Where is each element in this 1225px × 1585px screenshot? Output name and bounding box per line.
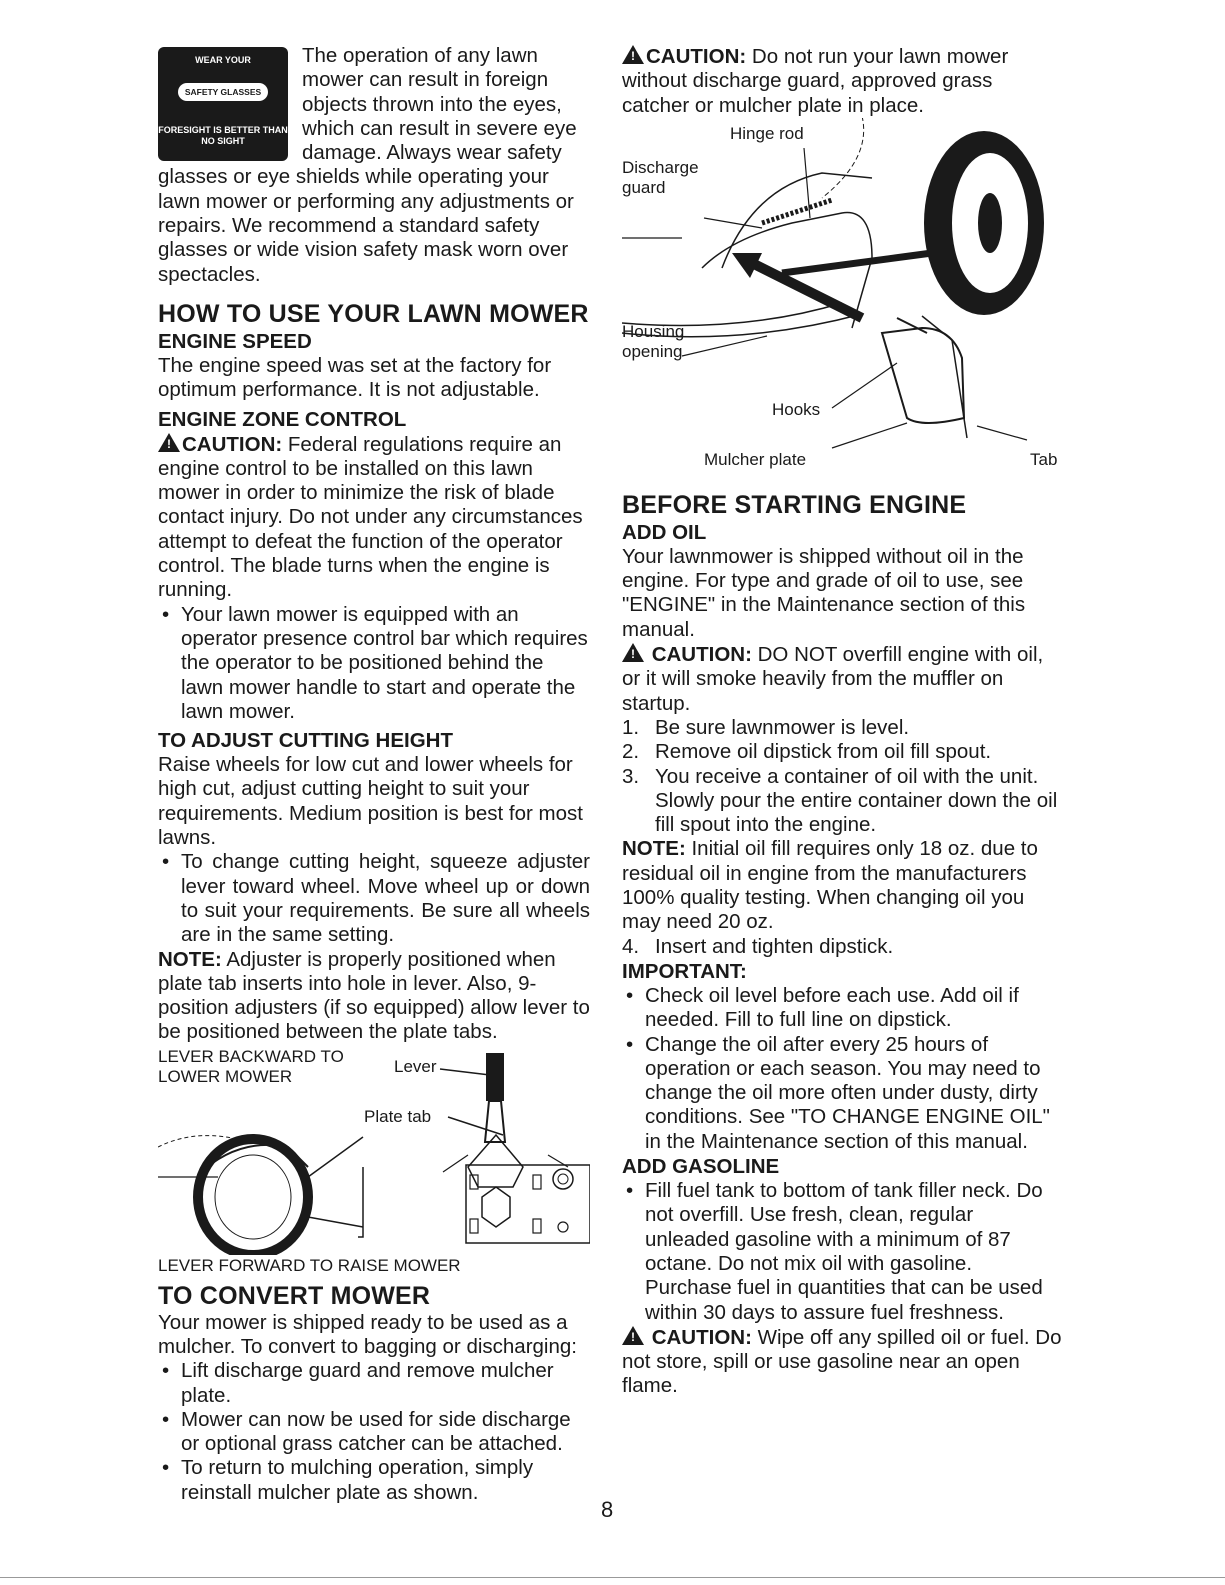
oil-step-1 <box>622 716 1062 740</box>
step-number: 3. <box>622 764 640 788</box>
caution-text: DO NOT overfill engine with oil, or it will smoke heavily from the muffler on startup. <box>622 643 1044 715</box>
hooks-label: Hooks <box>772 399 821 419</box>
oil-note <box>622 837 1062 934</box>
right-column <box>622 44 1062 1399</box>
page-number: 8 <box>601 1497 614 1522</box>
housing-opening-label: Housing opening <box>622 321 685 361</box>
gasoline-caution <box>622 1325 1062 1399</box>
lever-forward-label: LEVER FORWARD TO RAISE MOWER <box>158 1255 461 1275</box>
caution-text: Federal regulations require an engine control to be installed on this lawn mower in order to minimize the risk of blade contact injury. Do not under any circumstances attempt to defeat the function of the operator control. The blade turns when the engine is running. <box>158 432 583 602</box>
convert-mower-heading: TO CONVERT MOWER <box>158 1281 431 1310</box>
convert-bullet-2: • Mower can now be used for side discharge or optional grass catcher can be attached. <box>158 1408 590 1457</box>
note-text: Adjuster is properly positioned when plate tab inserts into hole in lever. Also, 9-position adjusters (if so equipped) allow lever to be positioned between the plate tabs. <box>158 947 590 1044</box>
oil-caution <box>622 642 1062 716</box>
cutting-height-heading: TO ADJUST CUTTING HEIGHT <box>158 729 453 753</box>
oil-step-2 <box>622 740 1062 764</box>
discharge-guard-label: Discharge guard <box>622 157 699 197</box>
step-text: Remove oil dipstick from oil fill spout. <box>655 740 992 764</box>
engine-speed-heading: ENGINE SPEED <box>158 329 312 353</box>
badge-line-1: WEAR YOUR <box>195 55 251 65</box>
engine-zone-heading: ENGINE ZONE CONTROL <box>158 407 407 431</box>
eye-safety-paragraph: The operation of any lawn mower can result in foreign objects thrown into the eyes, which can result in severe eye damage. Always wear safety glasses or eye shields while operating your lawn mower or performing any adjustments or repairs. We recommend a standard safety glasses or wide vision safety mask worn over spectacles. <box>158 44 577 286</box>
lever-label: Lever <box>394 1056 437 1076</box>
note-label: NOTE: <box>622 837 686 861</box>
note-text: Initial oil fill requires only 18 oz. due to residual oil in engine from the manufacturers 100% quality testing. When changing oil you may need 20 oz. <box>622 837 1038 934</box>
discharge-caution <box>622 44 1062 118</box>
cutting-height-figure <box>158 1047 590 1255</box>
step-number: 2. <box>622 740 640 764</box>
warning-triangle-icon <box>622 643 644 662</box>
convert-text: Your mower is shipped ready to be used as a mulcher. To convert to bagging or discharging: <box>158 1310 577 1358</box>
step-text: You receive a container of oil with the unit. Slowly pour the entire container down the oil fill spout into the engine. <box>655 764 1058 837</box>
warning-triangle-icon <box>622 45 644 64</box>
oil-step-4 <box>622 935 1062 959</box>
lever-backward-label: LEVER BACKWARD TO LOWER MOWER <box>158 1046 344 1086</box>
adjuster-diagram <box>158 1047 590 1255</box>
before-starting-heading: BEFORE STARTING ENGINE <box>622 490 967 519</box>
badge-line-2: SAFETY GLASSES <box>178 83 268 101</box>
cutting-height-text: Raise wheels for low cut and lower wheels for high cut, adjust cutting height to suit your requirements. Medium position is best for most lawns. <box>158 753 583 850</box>
caution-label: CAUTION: <box>182 432 283 456</box>
zone-caution <box>158 432 590 603</box>
caution-text: Wipe off any spilled oil or fuel. Do not store, spill or use gasoline near an open flame. <box>622 1325 1062 1398</box>
step-text: Insert and tighten dipstick. <box>655 934 894 958</box>
caution-label: CAUTION: <box>646 45 747 68</box>
adjuster-note <box>158 948 590 1045</box>
engine-speed-text: The engine speed was set at the factory for optimum performance. It is not adjustable. <box>158 353 552 402</box>
add-gasoline-heading: ADD GASOLINE <box>622 1155 780 1179</box>
convert-bullet-1: • Lift discharge guard and remove mulcher plate. <box>158 1359 590 1408</box>
important-bullet-2: • Change the oil after every 25 hours of operation or each season. You may need to change the oil more often under dusty, dirty conditions. See "TO CHANGE ENGINE OIL" in the Maintenance section of this manual. <box>622 1033 1062 1154</box>
warning-triangle-icon <box>622 1326 644 1345</box>
step-number: 1. <box>622 715 640 739</box>
hinge-rod-label: Hinge rod <box>730 123 804 143</box>
caution-text: Do not run your lawn mower without discharge guard, approved grass catcher or mulcher plate in place. <box>622 45 1009 117</box>
safety-glasses-badge <box>158 47 288 161</box>
plate-tab-label: Plate tab <box>364 1106 432 1126</box>
add-oil-heading: ADD OIL <box>622 520 707 544</box>
mulcher-plate-figure <box>622 118 1062 478</box>
important-heading: IMPORTANT: <box>622 959 747 983</box>
note-label: NOTE: <box>158 947 222 971</box>
left-column <box>158 44 590 1505</box>
bottom-rule <box>0 1577 1225 1578</box>
warning-triangle-icon <box>158 433 180 452</box>
tab-label: Tab <box>1030 449 1058 469</box>
how-to-use-heading: HOW TO USE YOUR LAWN MOWER <box>158 299 589 328</box>
step-text: Be sure lawnmower is level. <box>655 715 910 739</box>
add-oil-text: Your lawnmower is shipped without oil in the engine. For type and grade of oil to use, see "ENGINE" in the Maintenance section of this manual. <box>622 544 1026 641</box>
important-bullet-1: • Check oil level before each use. Add oil if needed. Fill to full line on dipstick. <box>622 984 1062 1033</box>
badge-line-3: FORESIGHT IS BETTER THAN NO SIGHT <box>158 125 288 146</box>
convert-bullet-3: • To return to mulching operation, simply reinstall mulcher plate as shown. <box>158 1456 590 1505</box>
oil-step-3 <box>622 765 1062 838</box>
gasoline-bullet: • Fill fuel tank to bottom of tank filler neck. Do not overfill. Use fresh, clean, regular unleaded gasoline with a minimum of 87 octane. Do not mix oil with gasoline. Purchase fuel in quantities that can be used within 30 days to assure fuel freshness. <box>622 1179 1062 1325</box>
zone-bullet: • Your lawn mower is equipped with an operator presence control bar which requires the operator to be positioned behind the lawn mower handle to start and operate the lawn mower. <box>158 603 590 724</box>
cutting-height-bullet: • To change cutting height, squeeze adjuster lever toward wheel. Move wheel up or down to suit your requirements. Be sure all wheels are in the same setting. <box>158 850 590 947</box>
caution-label: CAUTION: <box>651 1325 752 1349</box>
caution-label: CAUTION: <box>651 643 752 667</box>
step-number: 4. <box>622 934 640 958</box>
mulcher-plate-label: Mulcher plate <box>704 449 807 469</box>
